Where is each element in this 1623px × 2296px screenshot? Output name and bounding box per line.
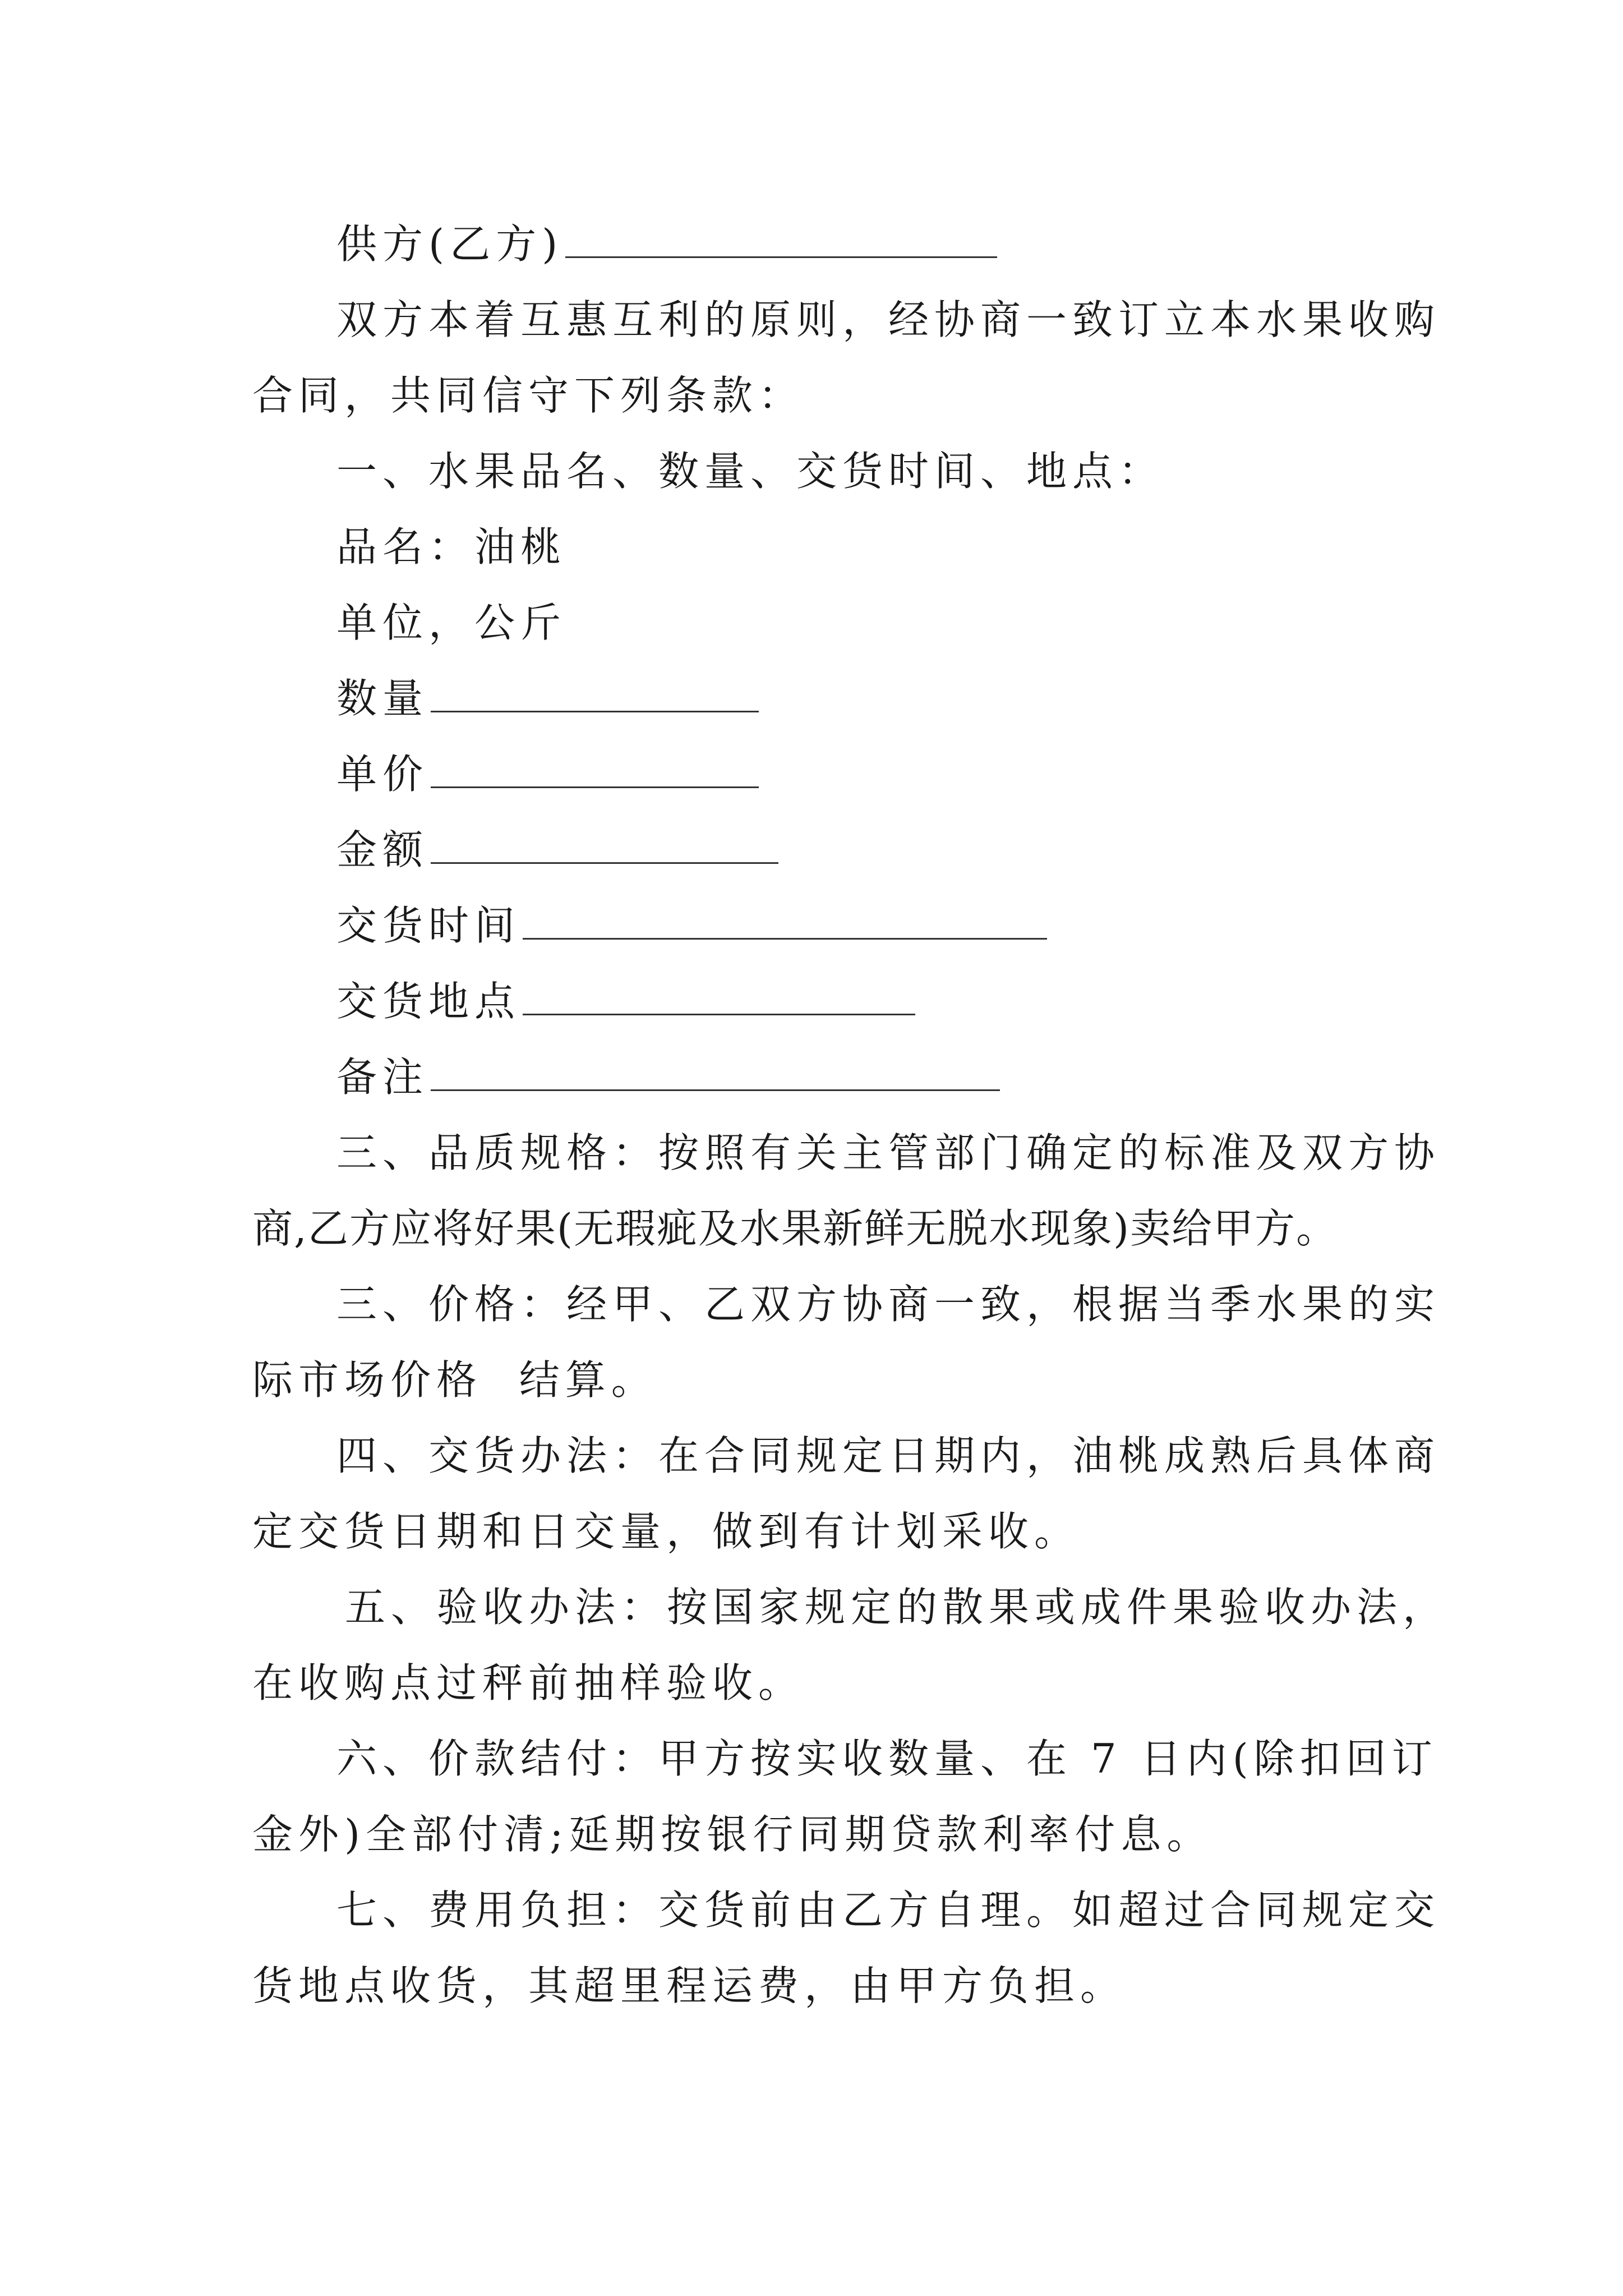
amount-label: 金额: [336, 826, 429, 873]
inspection-paragraph-line2: 在收购点过秤前抽样验收。: [252, 1659, 805, 1706]
remarks-label: 备注: [336, 1053, 429, 1101]
delivery-method-paragraph-line2: 定交货日期和日交量，做到有计划采收。: [252, 1508, 1081, 1555]
delivery-method-paragraph-line1: 四、交货办法：在合同规定日期内，油桃成熟后具体商: [336, 1432, 1441, 1479]
unit-price-blank-field[interactable]: [431, 747, 759, 788]
amount-row: [336, 822, 1391, 878]
unit-price-label: 单价: [336, 751, 429, 798]
product-name: 品名：油桃: [336, 523, 567, 570]
remarks-row: [336, 1049, 1391, 1105]
intro-paragraph-line1: 双方本着互惠互利的原则，经协商一致订立本水果收购: [336, 296, 1441, 343]
delivery-time-label: 交货时间: [336, 902, 521, 949]
expense-paragraph-line2: 货地点收货，其超里程运费，由甲方负担。: [252, 1962, 1127, 2009]
quantity-row: [336, 670, 1391, 726]
inspection-paragraph-line1: 五、验收办法：按国家规定的散果或成件果验收办法，: [345, 1584, 1449, 1631]
remarks-blank-field[interactable]: [431, 1050, 1000, 1091]
delivery-time-row: [336, 898, 1391, 954]
price-paragraph-line1: 三、价格：经甲、乙双方协商一致，根据当季水果的实: [336, 1281, 1441, 1328]
price-paragraph-line2: 际市场价格 结算。: [252, 1356, 657, 1404]
delivery-time-blank-field[interactable]: [523, 899, 1047, 940]
delivery-place-blank-field[interactable]: [523, 974, 915, 1015]
intro-paragraph-line2: 合同，共同信守下列条款：: [252, 372, 805, 419]
quantity-blank-field[interactable]: [431, 671, 759, 712]
payment-paragraph-line2: 金外)全部付清;延期按银行同期贷款利率付息。: [252, 1811, 1213, 1858]
supplier-blank-field[interactable]: [565, 217, 997, 258]
amount-blank-field[interactable]: [431, 823, 778, 864]
expense-paragraph-line1: 七、费用负担：交货前由乙方自理。如超过合同规定交: [336, 1887, 1441, 1934]
unit-price-row: [336, 746, 1391, 802]
quality-paragraph-line2: 商,乙方应将好果(无瑕疵及水果新鲜无脱水现象)卖给甲方。: [252, 1205, 1338, 1252]
quality-paragraph-line1: 三、品质规格：按照有关主管部门确定的标准及双方协: [336, 1129, 1441, 1176]
supplier-row: [336, 216, 1391, 272]
unit-line: 单位，公斤: [336, 599, 567, 646]
supplier-label: 供方(乙方): [336, 220, 564, 268]
delivery-place-label: 交货地点: [336, 978, 521, 1025]
payment-paragraph-line1: 六、价款结付：甲方按实收数量、在 7 日内(除扣回订: [336, 1735, 1438, 1782]
delivery-place-row: [336, 973, 1391, 1029]
quantity-label: 数量: [336, 675, 429, 722]
section1-heading: 一、水果品名、数量、交货时间、地点：: [336, 448, 1165, 495]
